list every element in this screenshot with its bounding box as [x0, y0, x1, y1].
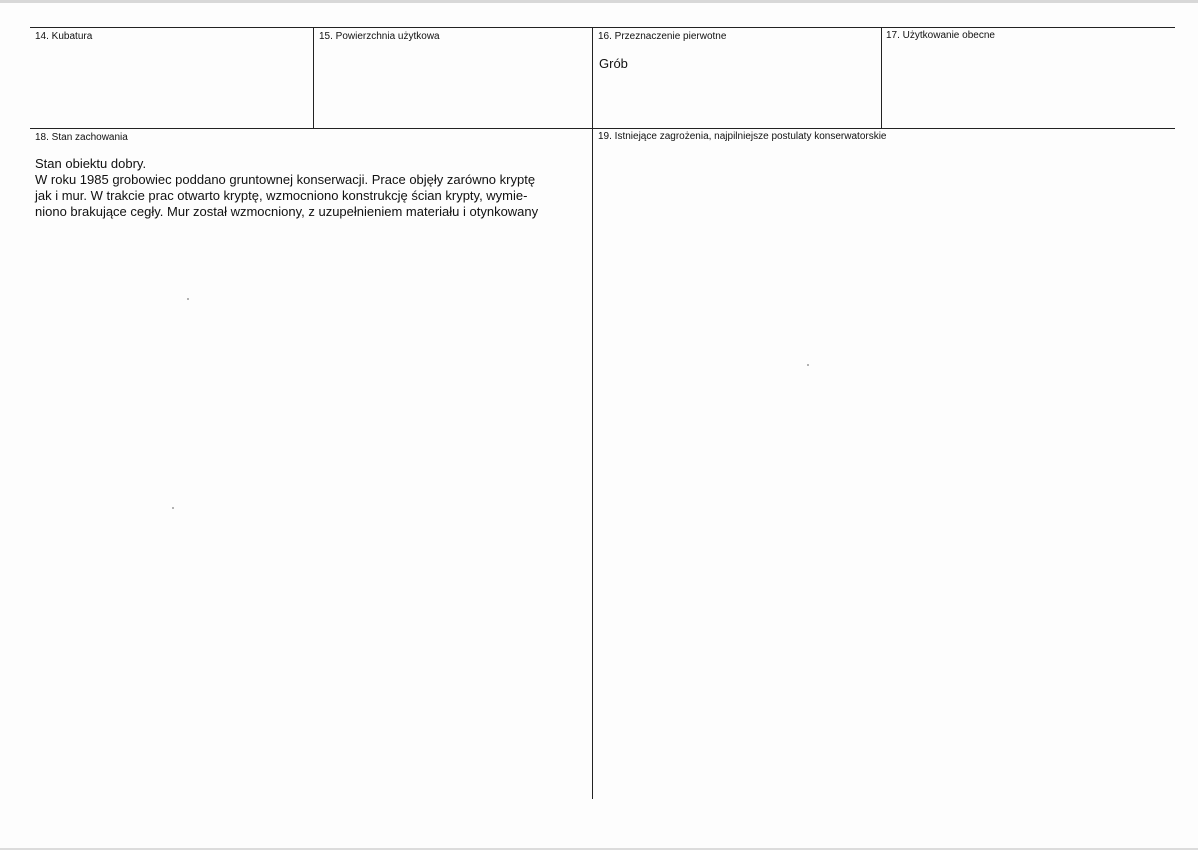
row1-top-border [30, 27, 1175, 28]
center-divider [592, 27, 593, 799]
field-18-line-1: Stan obiektu dobry. [35, 156, 147, 171]
field-18-line-3: jak i mur. W trakcie prac otwarto kryptę, wzmocniono konstrukcję ścian krypty, wymie- [35, 188, 528, 203]
scan-speck [187, 298, 189, 300]
scan-speck [807, 364, 809, 366]
scan-speck [172, 507, 174, 509]
row-divider [30, 128, 1175, 129]
field-15-label: 15. Powierzchnia użytkowa [319, 31, 440, 42]
row1-divider-14-15 [313, 27, 314, 129]
scan-edge-top [0, 0, 1198, 3]
field-14-label: 14. Kubatura [35, 31, 93, 42]
field-18-line-4: niono brakujące cegły. Mur został wzmocniony, z uzupełnieniem materiału i otynkowany [35, 204, 539, 219]
field-18-text [35, 156, 538, 220]
field-19-label: 19. Istniejące zagrożenia, najpilniejsze postulaty konserwatorskie [598, 131, 887, 142]
field-17-label: 17. Użytkowanie obecne [886, 30, 995, 41]
field-16-label: 16. Przeznaczenie pierwotne [598, 31, 727, 42]
row1-divider-16-17 [881, 27, 882, 129]
field-18-line-2: W roku 1985 grobowiec poddano gruntownej konserwacji. Prace objęły zarówno kryptę [35, 172, 536, 187]
field-16-value: Grób [599, 56, 628, 71]
field-18-label: 18. Stan zachowania [35, 132, 128, 143]
